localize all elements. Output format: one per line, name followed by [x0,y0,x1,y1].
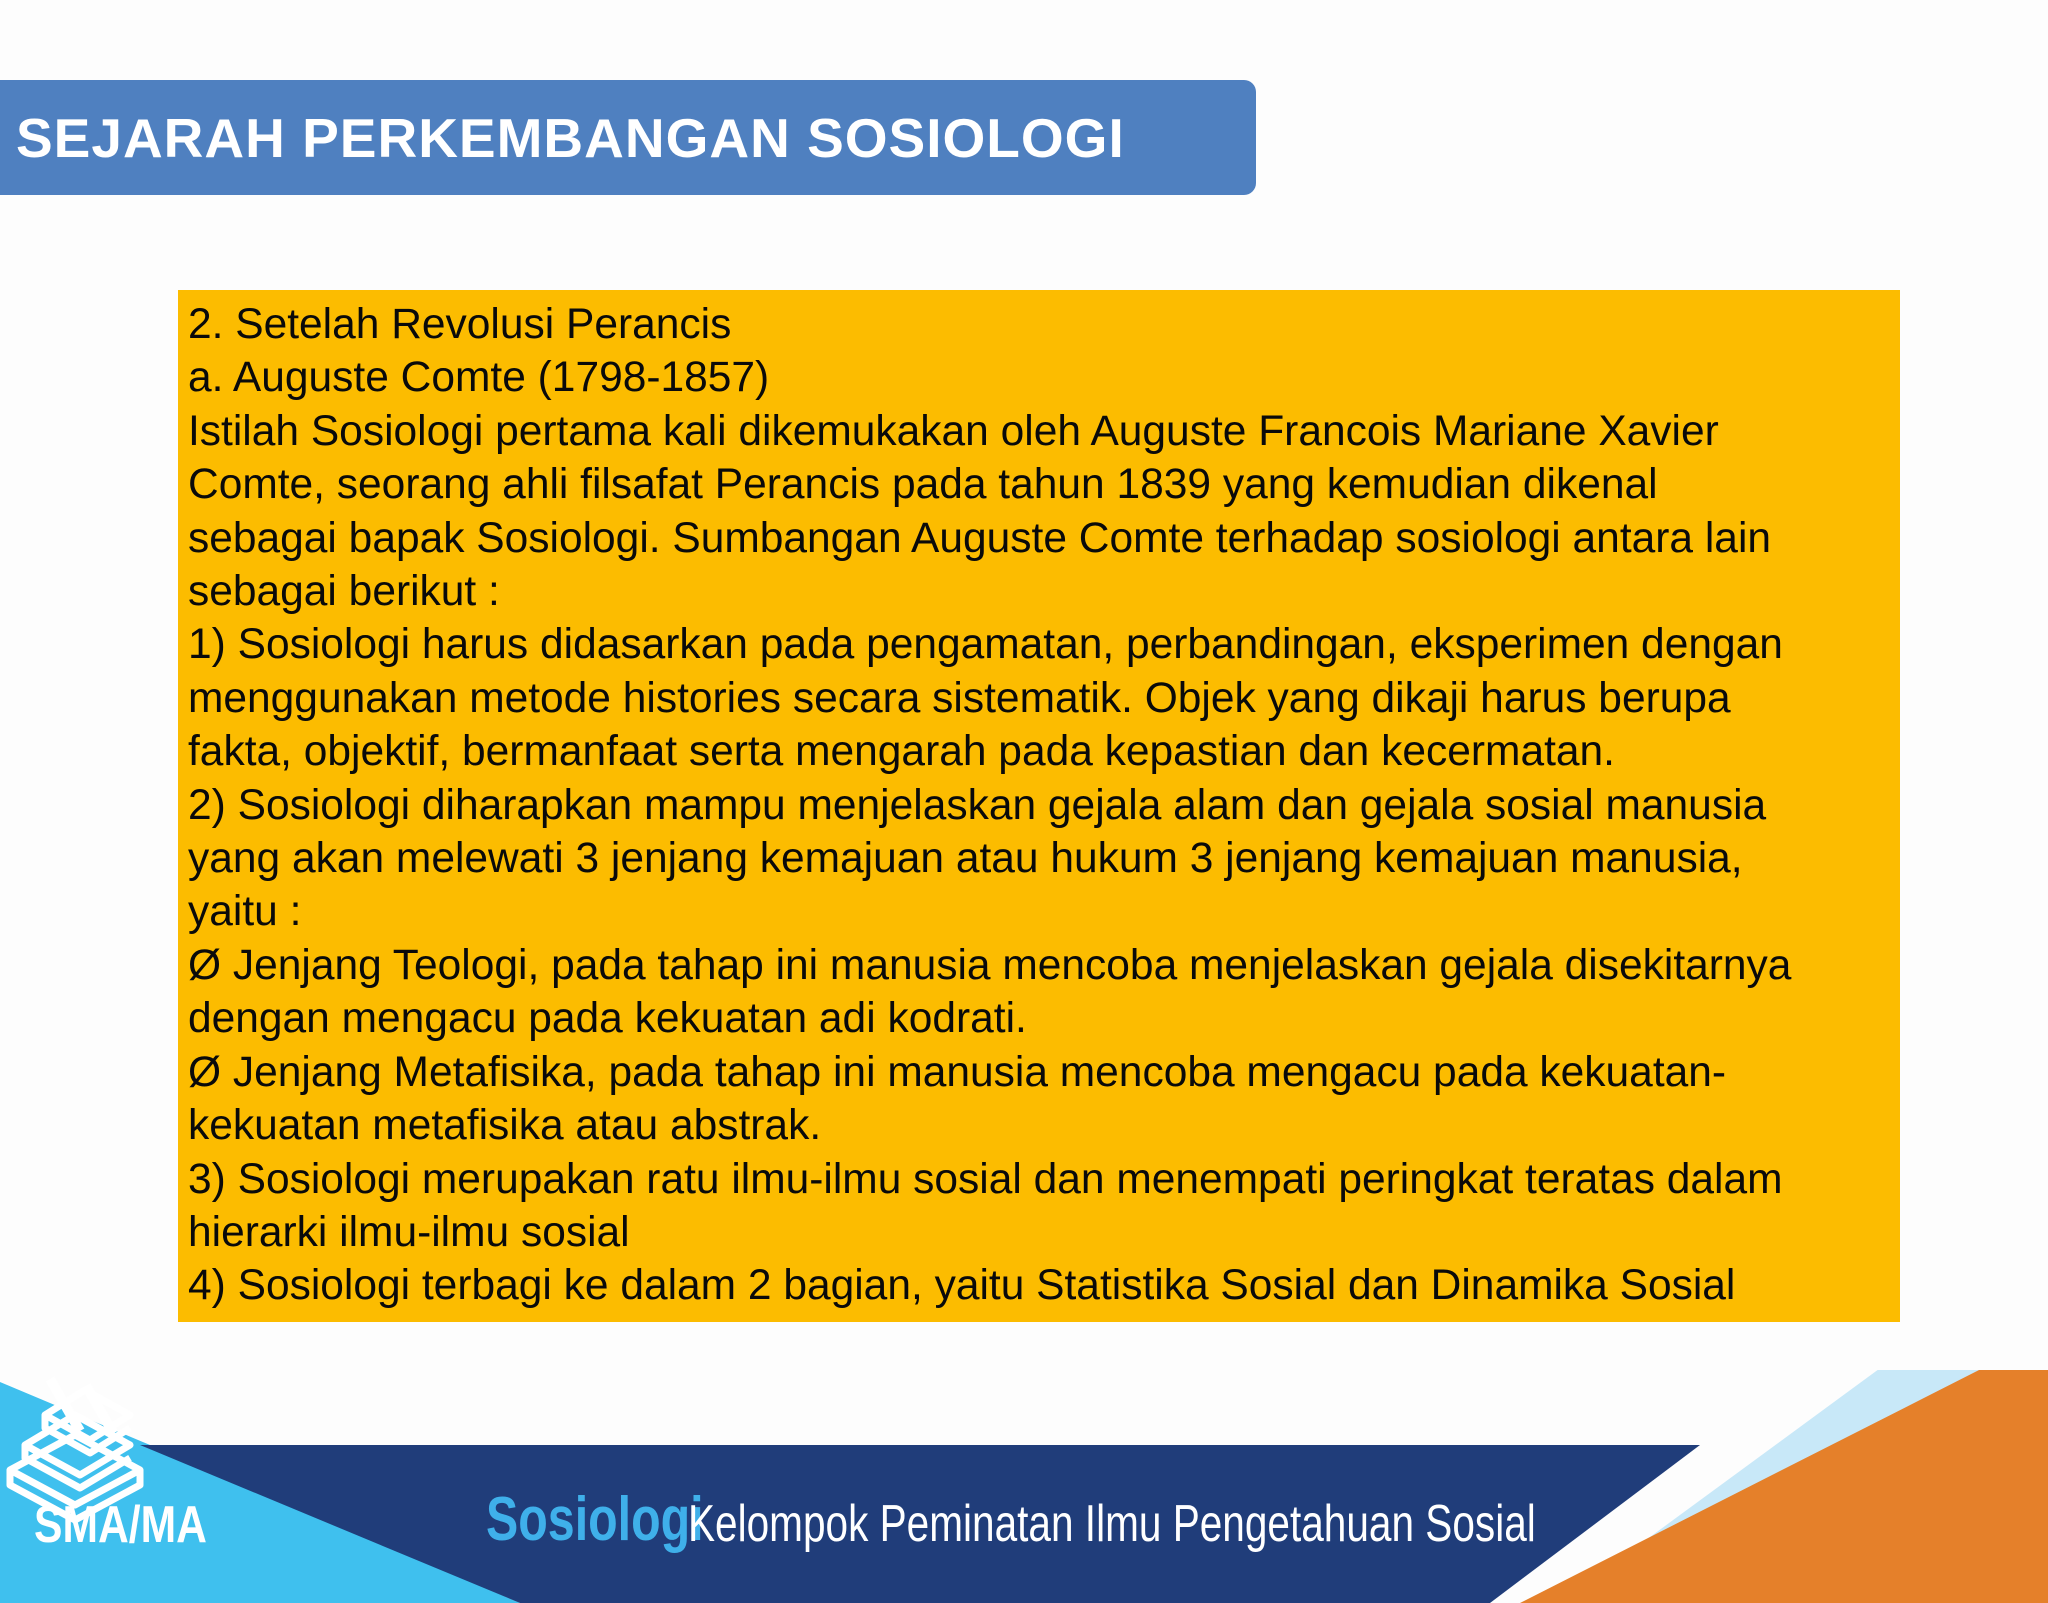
text-line: Istilah Sosiologi pertama kali dikemukakan oleh Auguste Francois Mariane Xavier [188,407,1719,455]
text-line: Comte, seorang ahli filsafat Perancis pada tahun 1839 yang kemudian dikenal [188,461,1658,509]
text-line: Ø Jenjang Metafisika, pada tahap ini manusia mencoba mengacu pada kekuatan- [188,1048,1727,1096]
text-line: 2. Setelah Revolusi Perancis [188,301,732,348]
text-line: hierarki ilmu-ilmu sosial [188,1208,630,1256]
footer-banner [0,1370,2048,1603]
footer-background [0,1370,2048,1603]
stacked-books-logo-icon [0,1370,150,1530]
text-line: 1) Sosiologi harus didasarkan pada pengamatan, perbandingan, eksperimen dengan [188,621,1783,669]
text-line: fakta, objektif, bermanfaat serta mengarah pada kepastian dan kecermatan. [188,728,1615,776]
text-line: kekuatan metafisika atau abstrak. [188,1102,822,1150]
slide-title: SEJARAH PERKEMBANGAN SOSIOLOGI [16,106,1125,169]
text-line: yaitu : [188,888,302,936]
text-line: 2) Sosiologi diharapkan mampu menjelaskan gejala alam dan gejala sosial manusia [188,781,1767,829]
title-bar [0,80,1256,195]
text-line: a. Auguste Comte (1798-1857) [188,354,770,402]
text-line: sebagai berikut : [188,568,500,616]
text-line: 3) Sosiologi merupakan ratu ilmu-ilmu sosial dan menempati peringkat teratas dalam [188,1155,1783,1203]
text-line: Ø Jenjang Teologi, pada tahap ini manusia mencoba menjelaskan gejala disekitarnya [188,941,1792,989]
school-level-label: SMA/MA [34,1496,207,1554]
text-line: 4) Sosiologi terbagi ke dalam 2 bagian, yaitu Statistika Sosial dan Dinamika Sosial [188,1262,1736,1310]
text-line: dengan mengacu pada kekuatan adi kodrati. [188,995,1027,1043]
subject-label: Sosiologi [486,1485,704,1554]
content-box [178,290,1900,1322]
program-label: Kelompok Peminatan Ilmu Pengetahuan Sosial [688,1495,1536,1553]
text-line: yang akan melewati 3 jenjang kemajuan atau hukum 3 jenjang kemajuan manusia, [188,835,1743,883]
text-line: sebagai bapak Sosiologi. Sumbangan Auguste Comte terhadap sosiologi antara lain [188,514,1772,562]
text-line: menggunakan metode histories secara sistematik. Objek yang dikaji harus berupa [188,674,1731,722]
